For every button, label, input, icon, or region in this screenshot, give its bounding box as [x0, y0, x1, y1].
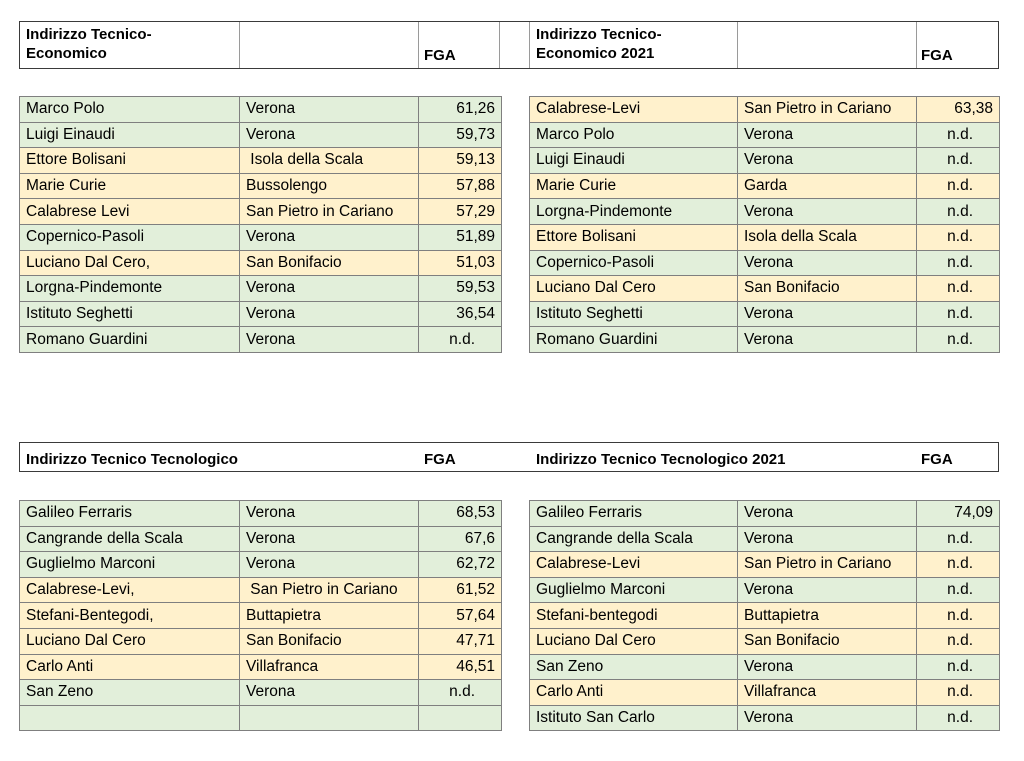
- table-tecnologico-2021: [529, 500, 1000, 731]
- cell-name: Marco Polo: [20, 97, 240, 123]
- cell-fga: 74,09: [917, 501, 1000, 527]
- cell-name: Luciano Dal Cero: [20, 628, 240, 654]
- cell-name: [20, 705, 240, 731]
- cell-city: Verona: [240, 501, 419, 527]
- table-row: [530, 199, 1000, 225]
- table-row: [20, 250, 502, 276]
- cell-name: Cangrande della Scala: [530, 526, 738, 552]
- cell-city: Garda: [738, 173, 917, 199]
- cell-fga: 61,26: [419, 97, 502, 123]
- header-economico-2021-title-line2: Economico 2021: [536, 45, 655, 62]
- cell-fga: 62,72: [419, 552, 502, 578]
- cell-city: Verona: [240, 680, 419, 706]
- table-row: [530, 224, 1000, 250]
- cell-fga: n.d.: [917, 526, 1000, 552]
- table-row: [20, 628, 502, 654]
- cell-fga: n.d.: [917, 199, 1000, 225]
- cell-name: Romano Guardini: [530, 327, 738, 353]
- cell-fga: 57,29: [419, 199, 502, 225]
- cell-city: Verona: [738, 148, 917, 174]
- cell-name: Marie Curie: [20, 173, 240, 199]
- header-tecnologico-title: Indirizzo Tecnico Tecnologico: [26, 451, 238, 468]
- cell-name: San Zeno: [530, 654, 738, 680]
- cell-name: Istituto San Carlo: [530, 705, 738, 731]
- cell-city: Villafranca: [738, 680, 917, 706]
- cell-name: Istituto Seghetti: [530, 301, 738, 327]
- cell-fga: 59,53: [419, 276, 502, 302]
- table-row: [20, 224, 502, 250]
- cell-city: Verona: [240, 552, 419, 578]
- table-row: [20, 526, 502, 552]
- table-row: [20, 680, 502, 706]
- cell-name: Stefani-Bentegodi,: [20, 603, 240, 629]
- table-row: [20, 654, 502, 680]
- cell-city: San Pietro in Cariano: [240, 577, 419, 603]
- cell-city: Verona: [738, 501, 917, 527]
- table-row: [530, 680, 1000, 706]
- table-row: [530, 603, 1000, 629]
- cell-city: [240, 705, 419, 731]
- table-row: [530, 250, 1000, 276]
- table-row: [530, 97, 1000, 123]
- table-row: [530, 148, 1000, 174]
- cell-name: Calabrese-Levi: [530, 552, 738, 578]
- header-economico-title-line1: Indirizzo Tecnico-: [26, 26, 152, 43]
- cell-fga: n.d.: [917, 552, 1000, 578]
- cell-name: Marco Polo: [530, 122, 738, 148]
- cell-city: Bussolengo: [240, 173, 419, 199]
- table-row: [530, 327, 1000, 353]
- cell-city: Verona: [240, 327, 419, 353]
- cell-fga: [419, 705, 502, 731]
- header-economico-title-line2: Economico: [26, 45, 107, 62]
- cell-fga: n.d.: [917, 250, 1000, 276]
- cell-city: Verona: [738, 122, 917, 148]
- cell-fga: n.d.: [917, 224, 1000, 250]
- cell-city: Verona: [240, 301, 419, 327]
- table-row: [530, 552, 1000, 578]
- table-row: [530, 654, 1000, 680]
- cell-name: Carlo Anti: [530, 680, 738, 706]
- table-row: [20, 148, 502, 174]
- cell-city: Verona: [738, 654, 917, 680]
- table-row: [20, 173, 502, 199]
- cell-city: San Bonifacio: [240, 250, 419, 276]
- header-economico-2021-title-line1: Indirizzo Tecnico-: [536, 26, 662, 43]
- cell-fga: 59,13: [419, 148, 502, 174]
- cell-city: Verona: [240, 97, 419, 123]
- table-row: [20, 501, 502, 527]
- header-tecnologico-fga: FGA: [424, 451, 456, 468]
- cell-fga: n.d.: [917, 327, 1000, 353]
- header-economico-title: [26, 25, 152, 63]
- cell-fga: 59,73: [419, 122, 502, 148]
- cell-fga: 51,89: [419, 224, 502, 250]
- cell-name: Galileo Ferraris: [530, 501, 738, 527]
- cell-name: Luciano Dal Cero: [530, 276, 738, 302]
- cell-name: Istituto Seghetti: [20, 301, 240, 327]
- table-row: [20, 97, 502, 123]
- table-row: [530, 577, 1000, 603]
- table-row: [530, 526, 1000, 552]
- table-row: [20, 705, 502, 731]
- cell-city: San Bonifacio: [738, 628, 917, 654]
- cell-name: Calabrese-Levi,: [20, 577, 240, 603]
- cell-fga: 57,88: [419, 173, 502, 199]
- cell-fga: n.d.: [917, 705, 1000, 731]
- cell-fga: n.d.: [917, 628, 1000, 654]
- cell-name: San Zeno: [20, 680, 240, 706]
- cell-city: San Pietro in Cariano: [738, 97, 917, 123]
- cell-name: Calabrese-Levi: [530, 97, 738, 123]
- cell-name: Lorgna-Pindemonte: [20, 276, 240, 302]
- cell-fga: n.d.: [917, 122, 1000, 148]
- cell-city: Verona: [738, 705, 917, 731]
- table-row: [530, 501, 1000, 527]
- cell-name: Cangrande della Scala: [20, 526, 240, 552]
- cell-name: Guglielmo Marconi: [530, 577, 738, 603]
- cell-city: Verona: [738, 250, 917, 276]
- cell-name: Copernico-Pasoli: [530, 250, 738, 276]
- table-row: [530, 276, 1000, 302]
- cell-city: San Bonifacio: [738, 276, 917, 302]
- cell-fga: 47,71: [419, 628, 502, 654]
- cell-fga: 63,38: [917, 97, 1000, 123]
- cell-fga: 51,03: [419, 250, 502, 276]
- table-row: [530, 628, 1000, 654]
- cell-fga: n.d.: [917, 276, 1000, 302]
- cell-fga: n.d.: [917, 680, 1000, 706]
- cell-name: Luciano Dal Cero,: [20, 250, 240, 276]
- cell-city: Isola della Scala: [240, 148, 419, 174]
- table-economico-2021: [529, 96, 1000, 353]
- cell-city: San Pietro in Cariano: [738, 552, 917, 578]
- header-tecnologico-2021-title: Indirizzo Tecnico Tecnologico 2021: [536, 451, 786, 468]
- cell-city: Isola della Scala: [738, 224, 917, 250]
- header-economico-fga: FGA: [424, 47, 456, 64]
- cell-name: Galileo Ferraris: [20, 501, 240, 527]
- cell-city: Verona: [240, 122, 419, 148]
- table-tecnologico: [19, 500, 502, 731]
- table-row: [20, 122, 502, 148]
- cell-city: Verona: [240, 526, 419, 552]
- cell-fga: n.d.: [917, 603, 1000, 629]
- cell-name: Calabrese Levi: [20, 199, 240, 225]
- table-row: [20, 276, 502, 302]
- cell-fga: n.d.: [419, 327, 502, 353]
- cell-fga: 61,52: [419, 577, 502, 603]
- table-row: [20, 199, 502, 225]
- cell-name: Luciano Dal Cero: [530, 628, 738, 654]
- cell-name: Stefani-bentegodi: [530, 603, 738, 629]
- cell-city: San Pietro in Cariano: [240, 199, 419, 225]
- cell-name: Ettore Bolisani: [530, 224, 738, 250]
- cell-fga: n.d.: [419, 680, 502, 706]
- cell-name: Romano Guardini: [20, 327, 240, 353]
- cell-name: Marie Curie: [530, 173, 738, 199]
- cell-fga: n.d.: [917, 173, 1000, 199]
- table-row: [20, 301, 502, 327]
- cell-city: Villafranca: [240, 654, 419, 680]
- cell-fga: 68,53: [419, 501, 502, 527]
- cell-fga: n.d.: [917, 654, 1000, 680]
- cell-city: Verona: [738, 327, 917, 353]
- cell-city: Verona: [240, 276, 419, 302]
- cell-name: Lorgna-Pindemonte: [530, 199, 738, 225]
- header-bar-economico: [19, 21, 999, 69]
- cell-city: Buttapietra: [240, 603, 419, 629]
- cell-fga: 67,6: [419, 526, 502, 552]
- table-row: [20, 603, 502, 629]
- cell-name: Copernico-Pasoli: [20, 224, 240, 250]
- cell-name: Guglielmo Marconi: [20, 552, 240, 578]
- header-economico-2021-fga: FGA: [921, 47, 953, 64]
- table-economico: [19, 96, 502, 353]
- cell-city: Buttapietra: [738, 603, 917, 629]
- table-row: [20, 327, 502, 353]
- header-economico-2021-title: [536, 25, 662, 63]
- cell-fga: n.d.: [917, 301, 1000, 327]
- cell-name: Luigi Einaudi: [20, 122, 240, 148]
- table-row: [20, 552, 502, 578]
- cell-fga: 46,51: [419, 654, 502, 680]
- cell-city: Verona: [738, 577, 917, 603]
- table-row: [530, 705, 1000, 731]
- table-row: [530, 122, 1000, 148]
- cell-city: Verona: [240, 224, 419, 250]
- cell-name: Luigi Einaudi: [530, 148, 738, 174]
- cell-city: San Bonifacio: [240, 628, 419, 654]
- cell-name: Carlo Anti: [20, 654, 240, 680]
- table-row: [530, 301, 1000, 327]
- cell-fga: 36,54: [419, 301, 502, 327]
- cell-city: Verona: [738, 301, 917, 327]
- cell-city: Verona: [738, 526, 917, 552]
- cell-city: Verona: [738, 199, 917, 225]
- cell-fga: 57,64: [419, 603, 502, 629]
- cell-name: Ettore Bolisani: [20, 148, 240, 174]
- header-tecnologico-2021-fga: FGA: [921, 451, 953, 468]
- cell-fga: n.d.: [917, 577, 1000, 603]
- table-row: [530, 173, 1000, 199]
- table-row: [20, 577, 502, 603]
- cell-fga: n.d.: [917, 148, 1000, 174]
